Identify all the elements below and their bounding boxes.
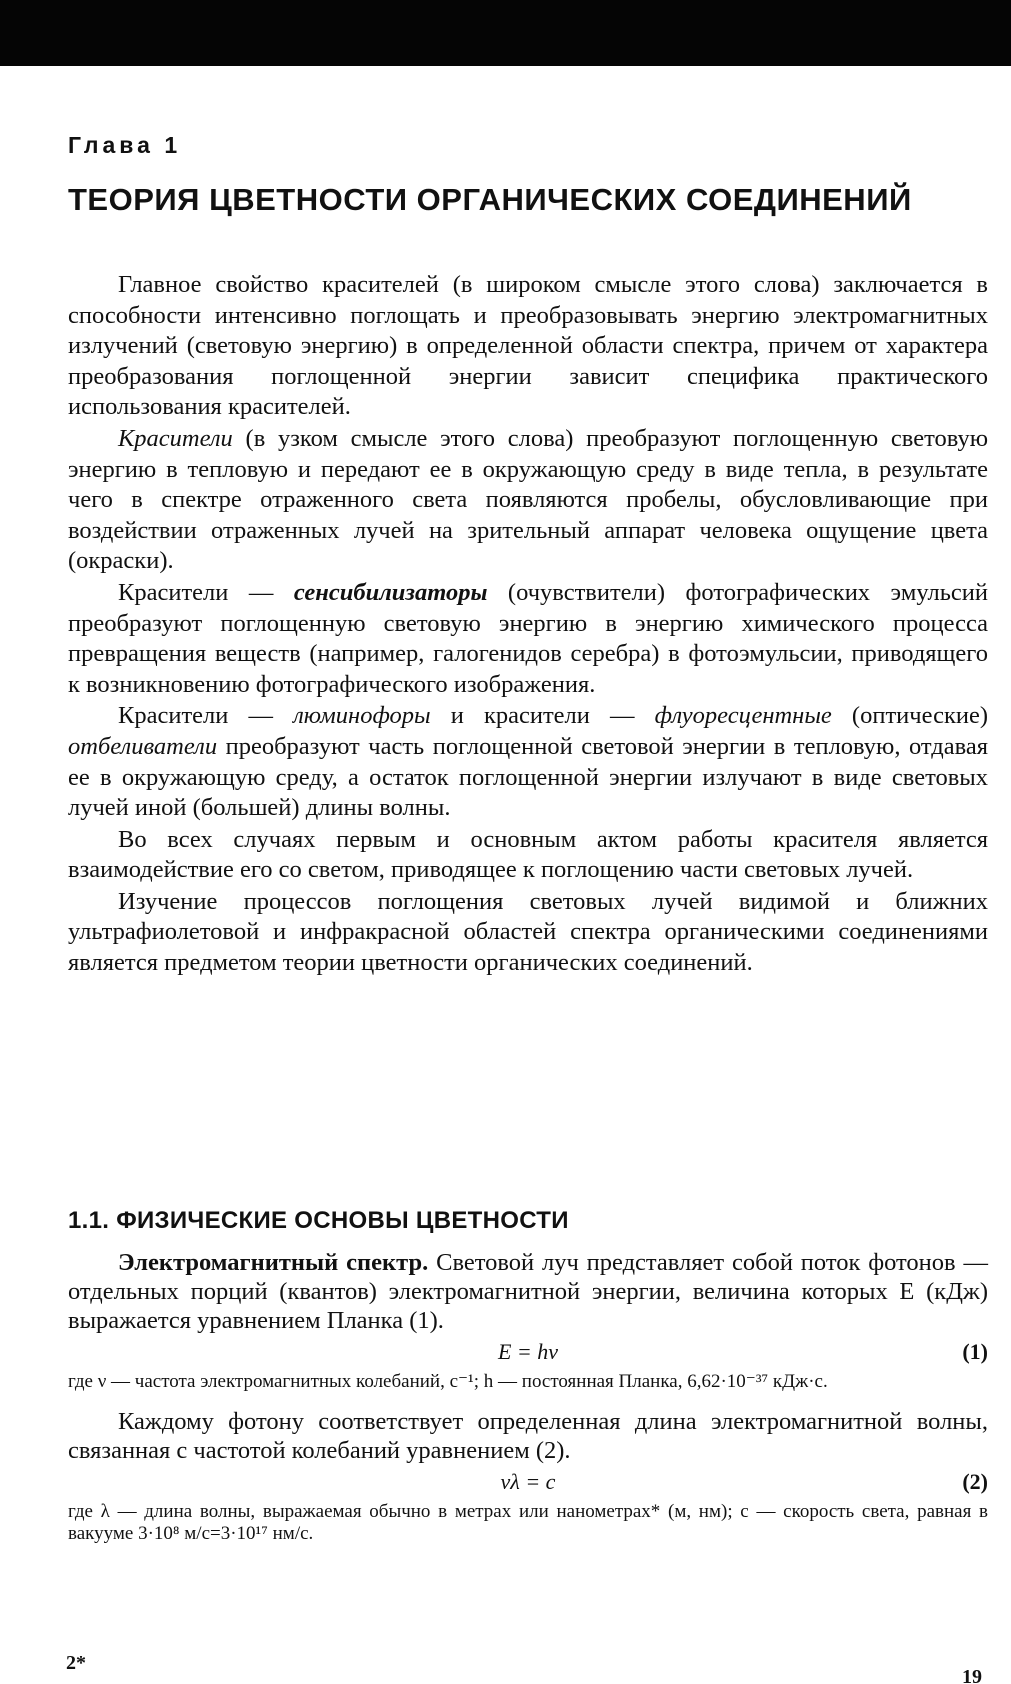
term-brighteners: отбеливатели <box>68 732 218 760</box>
paragraph-3-text: (очувствители) фотографических эмульсий преобразуют поглощенную световую энергию в энергию химического процесса превращения веществ (например, галогенидов серебра) в фотоэмульсии, приводящего к возникновению фотографического изображения. <box>68 578 988 698</box>
equation-1-note: где ν — частота электромагнитных колебаний, с⁻¹; h — постоянная Планка, 6,62·10⁻³⁷ кДж·с. <box>68 1371 828 1392</box>
paragraph-4-start: Красители — <box>118 702 294 730</box>
chapter-title: ТЕОРИЯ ЦВЕТНОСТИ ОРГАНИЧЕСКИХ СОЕДИНЕНИЙ <box>68 182 912 217</box>
section-body <box>68 1248 988 1559</box>
chapter-intro <box>68 270 988 980</box>
paragraph-3 <box>68 578 988 700</box>
section-paragraph-2: Каждому фотону соответствует определенная длина электромагнитной волны, связанная с частотой колебаний уравнением (2). <box>68 1408 988 1464</box>
paragraph-2 <box>68 424 988 577</box>
signature-mark: 2* <box>66 1652 86 1674</box>
equation-2-note: где λ — длина волны, выражаемая обычно в метрах или нанометрах* (м, нм); c — скорость света, равная в вакууме 3·10⁸ м/с=3·10¹⁷ нм/с. <box>68 1501 988 1544</box>
paragraph-4-mid: и красители — <box>430 702 655 730</box>
equation-2-number: (2) <box>962 1469 988 1494</box>
section-lead-in: Электромагнитный спектр. <box>118 1249 429 1276</box>
term-dyes: Красители <box>118 424 233 452</box>
section-title: 1.1. ФИЗИЧЕСКИЕ ОСНОВЫ ЦВЕТНОСТИ <box>68 1207 569 1234</box>
paragraph-4-text: преобразуют часть поглощенной световой энергии в тепловую, отдавая ее в окружающую среду, а остаток поглощенной энергии излучают в виде световых лучей иной (большей) длины волны. <box>68 732 988 822</box>
section-paragraph-1-text: Световой луч представляет собой поток фотонов — отдельных порций (квантов) электромагнитной энергии, величина которых E (кДж) выражается уравнением Планка (1). <box>68 1249 988 1334</box>
paragraph-2-text: (в узком смысле этого слова) преобразуют поглощенную световую энергию в тепловую и передают ее в окружающую среду в виде тепла, в результате чего в спектре отраженного света появляются пробелы, обусловливающие при воздействии отраженных лучей на зрительный аппарат человека ощущение цвета (окраски). <box>68 424 988 575</box>
equation-2-row <box>68 1465 988 1497</box>
page-number: 19 <box>962 1666 982 1684</box>
chapter-label: Глава 1 <box>68 132 182 158</box>
paragraph-4-mid2: (оптические) <box>831 702 989 730</box>
equation-1-row <box>68 1335 988 1367</box>
equation-2: νλ = c <box>500 1469 556 1494</box>
term-fluorescent: флуоресцентные <box>654 702 832 730</box>
paragraph-6: Изучение процессов поглощения световых лучей видимой и ближних ультрафиолетовой и инфракрасной областей спектра органическими соединениями является предметом теории цветности органических соединений. <box>68 887 988 977</box>
term-luminophores: люминофоры <box>293 702 431 730</box>
paragraph-1: Главное свойство красителей (в широком смысле этого слова) заключается в способности интенсивно поглощать и преобразовывать энергию электромагнитных излучений (световую энергию) в определенной области спектра, причем от характера преобразования поглощенной энергии зависит специфика практического использования красителей. <box>68 271 988 421</box>
paragraph-4 <box>68 701 988 823</box>
equation-1: E = hν <box>497 1339 559 1364</box>
section-paragraph-1 <box>68 1248 988 1335</box>
term-sensitizers: сенсибилизаторы <box>293 578 488 606</box>
equation-1-number: (1) <box>962 1339 988 1364</box>
paragraph-5: Во всех случаях первым и основным актом работы красителя является взаимодействие его со светом, приводящее к поглощению части световых лучей. <box>68 825 988 884</box>
paragraph-3-start: Красители — <box>118 578 294 606</box>
